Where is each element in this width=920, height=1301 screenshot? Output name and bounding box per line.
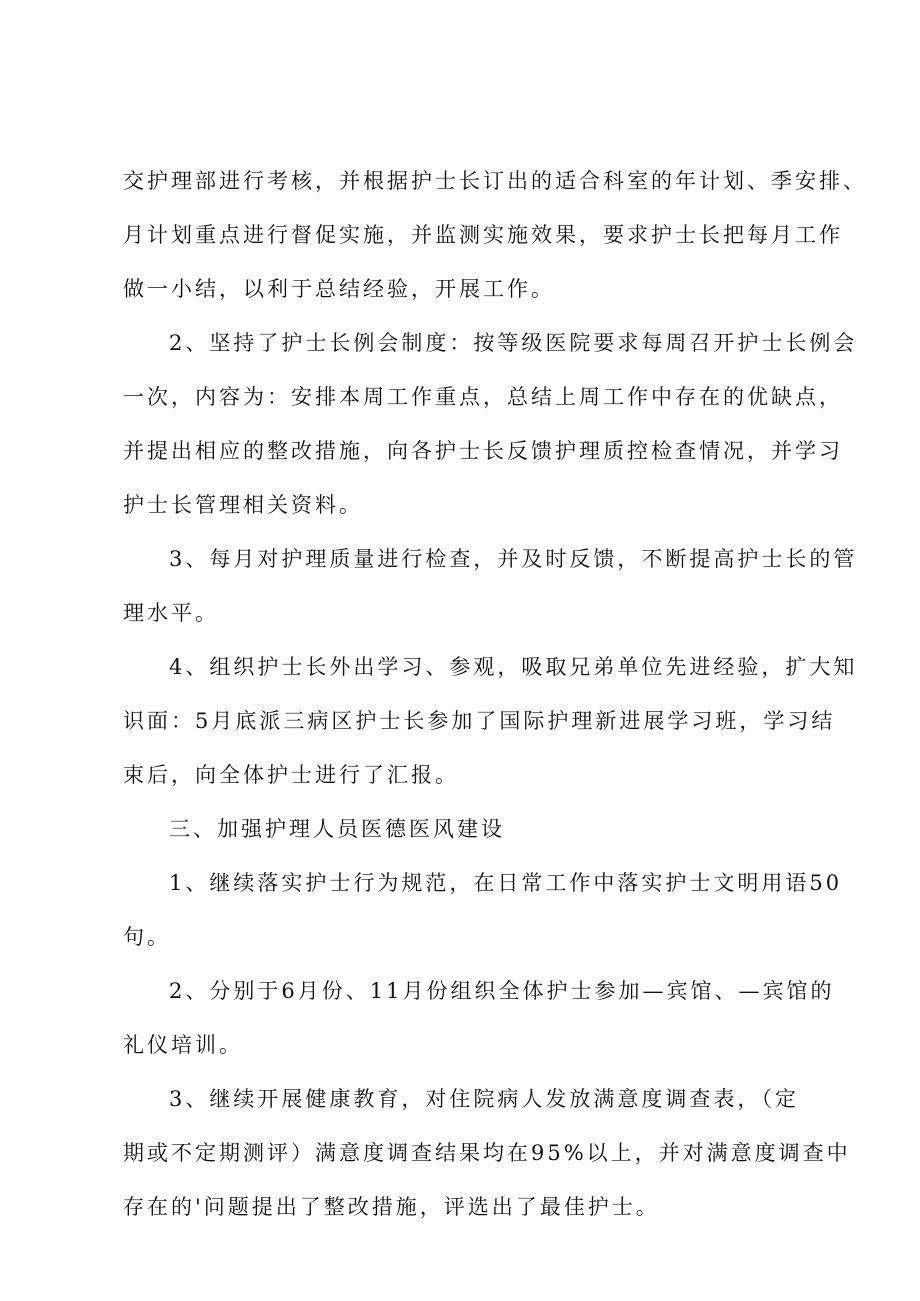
text-line: 存在的'问题提出了整改措施，评选出了最佳护士。 xyxy=(123,1195,660,1219)
paragraph-start-line: 3、继续开展健康教育，对住院病人发放满意度调查表，（定 xyxy=(169,1087,799,1111)
paragraph-start-line: 4、组织护士长外出学习、参观，吸取兄弟单位先进经验，扩大知 xyxy=(169,655,858,679)
text-line: 一次，内容为：安排本周工作重点，总结上周工作中存在的优缺点， xyxy=(123,385,843,409)
paragraph-start-line: 2、坚持了护士长例会制度：按等级医院要求每周召开护士长例会 xyxy=(169,331,858,355)
text-line: 束后，向全体护士进行了汇报。 xyxy=(123,763,459,787)
paragraph-start-line: 1、继续落实护士行为规范，在日常工作中落实护士文明用语50 xyxy=(169,871,843,895)
text-line: 句。 xyxy=(123,925,171,949)
paragraph-start-line: 3、每月对护理质量进行检查，并及时反馈，不断提高护士长的管 xyxy=(169,547,858,571)
text-line: 交护理部进行考核，并根据护士长订出的适合科室的年计划、季安排、 xyxy=(123,169,867,193)
text-line: 做一小结，以利于总结经验，开展工作。 xyxy=(123,277,555,301)
text-line: 并提出相应的整改措施，向各护士长反馈护理质控检查情况，并学习 xyxy=(123,439,843,463)
section-heading: 三、加强护理人员医德医风建设 xyxy=(169,817,505,841)
text-line: 期或不定期测评）满意度调查结果均在95%以上，并对满意度调查中 xyxy=(123,1141,851,1165)
text-line: 礼仪培训。 xyxy=(123,1033,243,1057)
paragraph-start-line: 2、分别于6月份、11月份组织全体护士参加—宾馆、—宾馆的 xyxy=(169,979,835,1003)
text-line: 识面：5月底派三病区护士长参加了国际护理新进展学习班，学习结 xyxy=(123,709,836,733)
text-line: 月计划重点进行督促实施，并监测实施效果，要求护士长把每月工作 xyxy=(123,223,843,247)
text-line: 护士长管理相关资料。 xyxy=(123,493,363,517)
text-line: 理水平。 xyxy=(123,601,219,625)
document-body xyxy=(123,154,867,1234)
